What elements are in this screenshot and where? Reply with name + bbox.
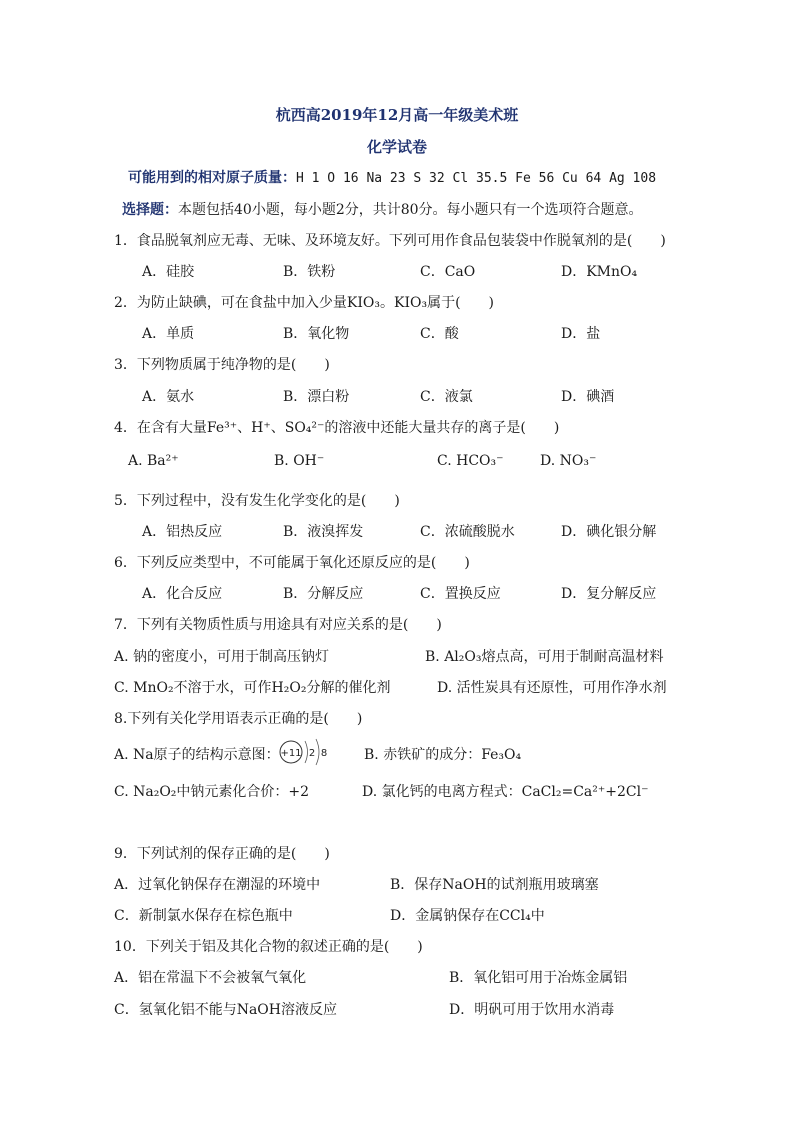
question-9-option-c: C．新制氯水保存在棕色瓶中 <box>114 908 293 924</box>
question-1-option-c: C．CaO <box>420 264 476 280</box>
sodium-atom-diagram <box>278 734 332 770</box>
question-3-option-a: A．氨水 <box>142 389 195 405</box>
question-4-option-a: A. Ba²⁺ <box>128 453 179 469</box>
question-5-option-a: A．铝热反应 <box>142 524 223 540</box>
question-1-option-d: D．KMnO₄ <box>561 264 638 280</box>
question-6-stem: 6．下列反应类型中，不可能属于氧化还原反应的是( ) <box>114 555 470 571</box>
instructions-line <box>122 199 643 219</box>
question-1-stem: 1．食品脱氧剂应无毒、无味、及环境友好。下列可用作食品包装袋中作脱氧剂的是( ) <box>114 233 666 249</box>
question-5-option-c: C．浓硫酸脱水 <box>420 524 515 540</box>
question-7-option-a: A. 钠的密度小，可用于制高压钠灯 <box>114 649 330 665</box>
question-4-option-c: C. HCO₃⁻ <box>437 453 504 469</box>
nucleus-charge: +11 <box>280 748 302 759</box>
question-10-option-a: A．铝在常温下不会被氧气氧化 <box>114 970 307 986</box>
exam-subtitle: 化学试卷 <box>366 138 427 156</box>
exam-title: 杭西高2019年12月高一年级美术班 <box>275 106 519 124</box>
question-8-option-d: D. 氯化钙的电离方程式：CaCl₂=Ca²⁺+2Cl⁻ <box>362 784 649 800</box>
question-6-option-d: D．复分解反应 <box>561 586 657 602</box>
question-9-option-b: B．保存NaOH的试剂瓶用玻璃塞 <box>390 877 599 893</box>
shell-arc-1 <box>305 741 308 763</box>
question-5-option-b: B．液溴挥发 <box>283 524 364 540</box>
question-10-option-d: D．明矾可用于饮用水消毒 <box>449 1002 615 1018</box>
shell-1-electrons: 2 <box>308 748 316 759</box>
question-10-option-c: C．氢氧化铝不能与NaOH溶液反应 <box>114 1002 337 1018</box>
question-6-option-c: C．置换反应 <box>420 586 501 602</box>
shell-arc-2 <box>316 739 319 765</box>
question-3-option-c: C．液氯 <box>420 389 473 405</box>
question-3-option-b: B．漂白粉 <box>283 389 350 405</box>
atomic-mass-values: H 1 O 16 Na 23 S 32 Cl 35.5 Fe 56 Cu 64 Ag 108 <box>296 171 657 186</box>
atomic-mass-line <box>128 167 656 187</box>
question-2-stem: 2．为防止缺碘，可在食盐中加入少量KIO₃。KIO₃属于( ) <box>114 295 494 311</box>
question-7-stem: 7．下列有关物质性质与用途具有对应关系的是( ) <box>114 617 442 633</box>
question-9-option-d: D．金属钠保存在CCl₄中 <box>390 908 545 924</box>
question-4-stem: 4．在含有大量Fe³⁺、H⁺、SO₄²⁻的溶液中还能大量共存的离子是( ) <box>114 420 560 436</box>
question-1-option-b: B．铁粉 <box>283 264 336 280</box>
question-8-option-c: C. Na₂O₂中钠元素化合价：+2 <box>114 784 310 800</box>
question-9-option-a: A．过氧化钠保存在潮湿的环境中 <box>114 877 321 893</box>
question-5-option-d: D．碘化银分解 <box>561 524 657 540</box>
question-10-stem: 10．下列关于铝及其化合物的叙述正确的是( ) <box>114 939 423 955</box>
question-1-option-a: A．硅胶 <box>142 264 195 280</box>
question-2-option-a: A．单质 <box>142 326 195 342</box>
question-7-option-d: D. 活性炭具有还原性，可用作净水剂 <box>437 680 667 696</box>
question-2-option-b: B．氧化物 <box>283 326 350 342</box>
question-3-stem: 3．下列物质属于纯净物的是( ) <box>114 357 330 373</box>
question-6-option-a: A．化合反应 <box>142 586 223 602</box>
question-8-stem: 8.下列有关化学用语表示正确的是( ) <box>114 711 363 727</box>
question-4-option-b: B. OH⁻ <box>274 453 325 469</box>
question-5-stem: 5．下列过程中，没有发生化学变化的是( ) <box>114 493 400 509</box>
question-2-option-d: D．盐 <box>561 326 601 342</box>
question-9-stem: 9．下列试剂的保存正确的是( ) <box>114 846 330 862</box>
question-7-option-b: B. Al₂O₃熔点高，可用于制耐高温材料 <box>425 649 664 665</box>
question-3-option-d: D．碘酒 <box>561 389 615 405</box>
question-7-option-c: C. MnO₂不溶于水，可作H₂O₂分解的催化剂 <box>114 680 391 696</box>
question-2-option-c: C．酸 <box>420 326 459 342</box>
question-8-option-a: A. Na原子的结构示意图： <box>114 747 280 763</box>
question-10-option-b: B．氧化铝可用于冶炼金属铝 <box>449 970 628 986</box>
question-6-option-b: B．分解反应 <box>283 586 364 602</box>
shell-2-electrons: 8 <box>320 748 328 759</box>
instructions-label: 选择题： <box>122 202 178 218</box>
instructions-text: 本题包括40小题，每小题2分，共计80分。每小题只有一个选项符合题意。 <box>178 202 643 218</box>
question-4-option-d: D. NO₃⁻ <box>540 453 597 469</box>
atomic-mass-label: 可能用到的相对原子质量： <box>128 170 296 186</box>
question-8-option-b: B. 赤铁矿的成分：Fe₃O₄ <box>364 747 522 763</box>
